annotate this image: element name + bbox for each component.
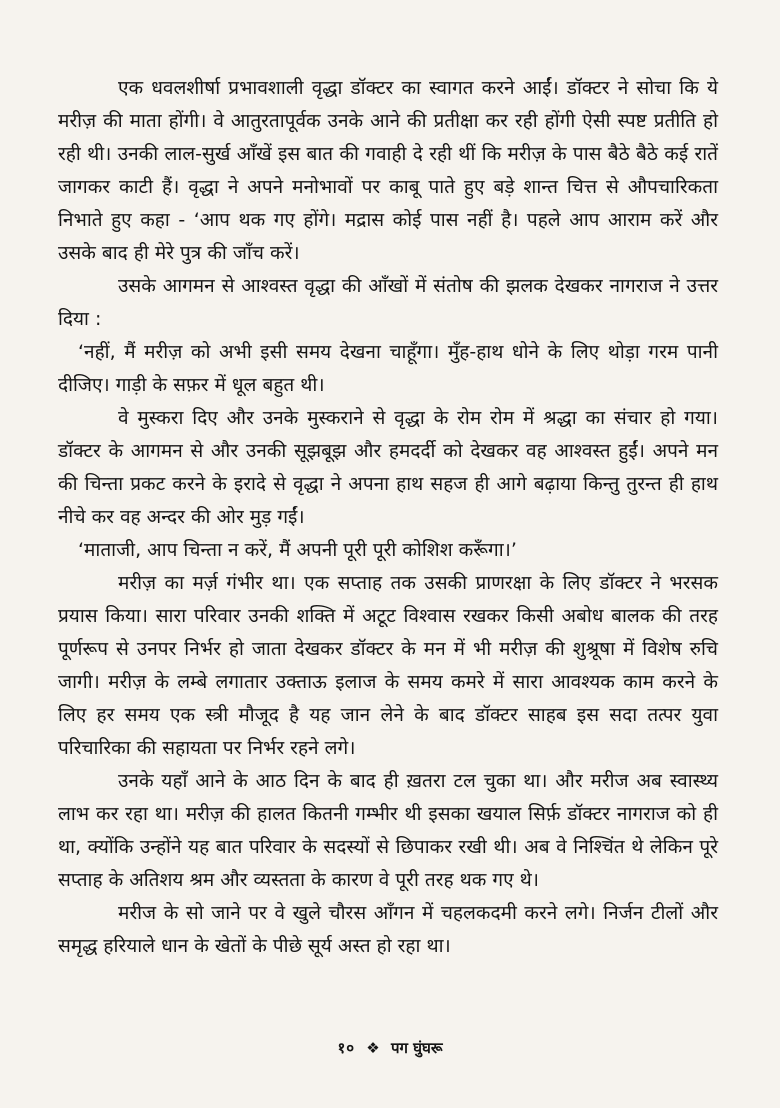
body-text: [58, 72, 718, 963]
paragraph-2: उसके आगमन से आश्वस्त वृद्धा की आँखों में संतोष की झलक देखकर नागराज ने उत्तर दिया :: [58, 275, 718, 330]
page-number: १०: [337, 1039, 356, 1057]
page-footer: [0, 1038, 780, 1058]
paragraph-1: एक धवलशीर्षा प्रभावशाली वृद्धा डॉक्टर का स्वागत करने आईं। डॉक्टर ने सोचा कि ये मरीज़ की माता होंगी। वे आतुरतापूर्वक उनके आने की प्रतीक्षा कर रही होंगी ऐसी स्पष्ट प्रतीति हो रही थी। उनकी लाल-सुर्ख आँखें इस बात की गवाही दे रही थीं कि मरीज़ के पास बैठे बैठे कई रातें जागकर काटी हैं। वृद्धा ने अपने मनोभावों पर काबू पाते हुए बड़े शान्त चित्त से औपचारिकता निभाते हुए कहा - ‘आप थक गए होंगे। मद्रास कोई पास नहीं है। पहले आप आराम करें और उसके बाद ही मेरे पुत्र की जाँच करें।: [58, 77, 718, 264]
paragraph-8: मरीज के सो जाने पर वे खुले चौरस आँगन में चहलकदमी करने लगे। निर्जन टीलों और समृद्ध हरियाले धान के खेतों के पीछे सूर्य अस्त हो रहा था।: [58, 902, 718, 957]
paragraph-7: उनके यहाँ आने के आठ दिन के बाद ही ख़तरा टल चुका था। और मरीज अब स्वास्थ्य लाभ कर रहा था। मरीज़ की हालत कितनी गम्भीर थी इसका खयाल सिर्फ़ डॉक्टर नागराज को ही था, क्योंकि उन्होंने यह बात परिवार के सदस्यों से छिपाकर रखी थी। अब वे निश्चिंत थे लेकिन पूरे सप्ताह के अतिशय श्रम और व्यस्तता के कारण वे पूरी तरह थक गए थे।: [58, 770, 718, 891]
ornament-icon: ❖: [366, 1039, 380, 1057]
paragraph-6: मरीज़ का मर्ज़ गंभीर था। एक सप्ताह तक उसकी प्राणरक्षा के लिए डॉक्टर ने भरसक प्रयास किया। सारा परिवार उनकी शक्ति में अटूट विश्वास रखकर किसी अबोध बालक की तरह पूर्णरूप से उनपर निर्भर हो जाता देखकर डॉक्टर के मन में भी मरीज़ की शुश्रूषा में विशेष रुचि जागी। मरीज़ के लम्बे लगातार उक्ताऊ इलाज के समय कमरे में सारा आवश्यक काम करने के लिए हर समय एक स्त्री मौजूद है यह जान लेने के बाद डॉक्टर साहब इस सदा तत्पर युवा परिचारिका की सहायता पर निर्भर रहने लगे।: [58, 572, 718, 759]
book-title: पग घुंघरू: [390, 1039, 443, 1057]
paragraph-5: ‘माताजी, आप चिन्ता न करें, मैं अपनी पूरी पूरी कोशिश करूँगा।’: [78, 539, 517, 561]
paragraph-3: ‘नहीं, मैं मरीज़ को अभी इसी समय देखना चाहूँगा। मुँह-हाथ धोने के लिए थोड़ा गरम पानी दीजिए। गाड़ी के सफ़र में धूल बहुत थी।: [58, 341, 718, 396]
paragraph-4: वे मुस्करा दिए और उनके मुस्कराने से वृद्धा के रोम रोम में श्रद्धा का संचार हो गया। डॉक्टर के आगमन से और उनकी सूझबूझ और हमदर्दी को देखकर वह आश्वस्त हुईं। अपने मन की चिन्ता प्रकट करने के इरादे से वृद्धा ने अपना हाथ सहज ही आगे बढ़ाया किन्तु तुरन्त ही हाथ नीचे कर वह अन्दर की ओर मुड़ गईं।: [58, 407, 718, 528]
